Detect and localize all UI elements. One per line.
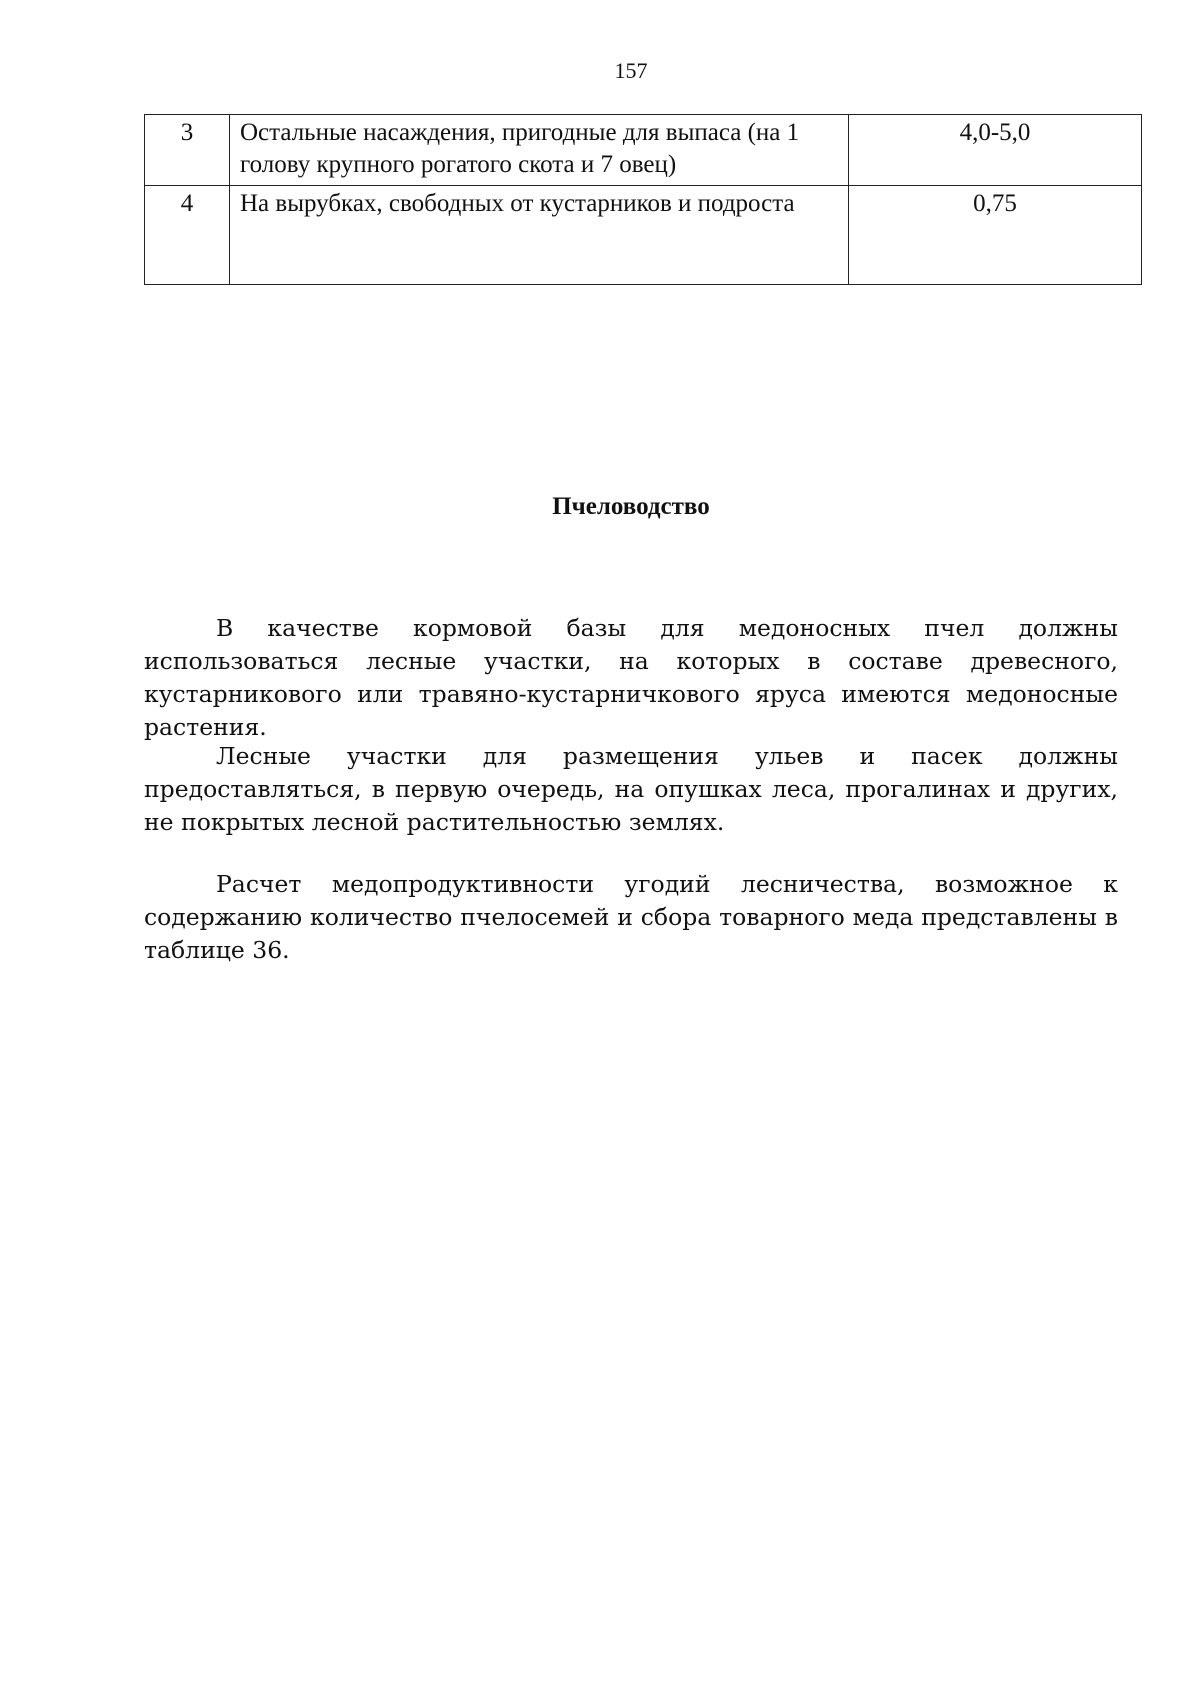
row-number-cell: 3 xyxy=(145,115,230,186)
row-number-cell: 4 xyxy=(145,186,230,285)
pasture-norms-table xyxy=(144,114,1142,285)
row-value-cell: 0,75 xyxy=(849,186,1142,285)
table-row xyxy=(145,186,1142,285)
table-row xyxy=(145,115,1142,186)
body-paragraph: Лесные участки для размещения ульев и пасек должны предоставляться, в первую очередь, на опушках леса, прогалинах и других, не покрытых лесной растительностью землях. xyxy=(144,742,1118,836)
section-heading: Пчеловодство xyxy=(552,493,710,520)
page-number: 157 xyxy=(614,58,648,83)
row-value-cell: 4,0-5,0 xyxy=(849,115,1142,186)
row-description-cell: Остальные насаждения, пригодные для выпаса (на 1 голову крупного рогатого скота и 7 овец) xyxy=(230,115,849,186)
body-paragraph: Расчет медопродуктивности угодий лесничества, возможное к содержанию количество пчелосемей и сбора товарного меда представлены в таблице 36. xyxy=(144,870,1118,964)
body-paragraph: В качестве кормовой базы для медоносных пчел должны использоваться лесные участки, на которых в составе древесного, кустарникового или травяно-кустарничкового яруса имеются медоносные растения. xyxy=(144,614,1118,741)
row-description-cell: На вырубках, свободных от кустарников и подроста xyxy=(230,186,849,285)
